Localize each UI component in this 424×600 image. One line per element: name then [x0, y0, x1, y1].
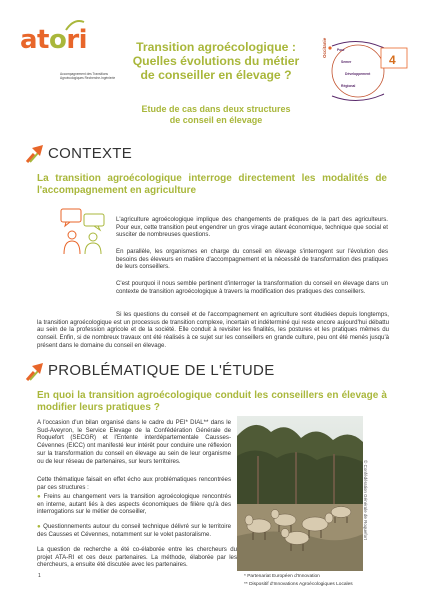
- badge-letter-s: Semer: [341, 60, 352, 64]
- contexte-paragraph-1: L'agriculture agroécologique implique des changements de pratiques de la part des agriculteurs. Pour eux, cette transition peut engendrer un gros virage autant économique, technique que social et susciter de nombreuses questions.: [116, 216, 388, 239]
- contexte-lead: La transition agroécologique interroge directement les modalités de l'accompagnement en agriculture: [37, 173, 387, 196]
- page-number: 1: [38, 573, 41, 579]
- arrow-up-icon: [24, 142, 46, 164]
- badge-number: 4: [389, 53, 396, 67]
- problematique-bullet-1: ● Freins au changement vers la transition agroécologique rencontrés en interne, autant liés à des aspects économiques de filière qu'à des interrogations sur le métier de conseiller,: [37, 493, 231, 516]
- section-title-problematique: PROBLÉMATIQUE DE L'ÉTUDE: [48, 362, 275, 379]
- footnote-dial: ** Dispositif d'Innovations Agroécologiques Locales: [244, 582, 353, 587]
- badge-letter-p: Pour: [337, 48, 345, 52]
- atori-logo: atori: [20, 25, 88, 55]
- badge-letter-r: Régional: [341, 84, 356, 88]
- badge-letter-d: Développement: [345, 72, 371, 76]
- sheep-photo: [237, 416, 363, 571]
- problematique-lead: En quoi la transition agroécologique conduit les conseillers en élevage à modifier leurs pratiques ?: [37, 390, 387, 413]
- problematique-paragraph-1: A l'occasion d'un bilan organisé dans le cadre du PEI* DIAL** dans le Sud-Aveyron, le Service Elevage de la Confédération Générale de Roquefort (SECGR) et l'Entente interdépartementale Causses-Cévennes (EICC) ont manifesté leur intérêt pour conduire une réflexion sur la transformation du conseil en élevage au sein de leur organisme ou de leur réseau de partenaires, sur leurs territoires.: [37, 419, 231, 465]
- problematique-paragraph-2: Cette thématique faisait en effet écho aux problématiques rencontrées par ces structures :: [37, 476, 231, 491]
- badge-region: Occitanie: [322, 37, 327, 58]
- problematique-bullet-2: ● Questionnements autour du conseil technique délivré sur le territoire des Causses et Cévennes, notamment sur le volet pastoralisme.: [37, 523, 231, 538]
- contexte-paragraph-2: En parallèle, les organismes en charge du conseil en élevage s'interrogent sur l'évolution des besoins des éleveurs en matière d'accompagnement et la nécessité de transformation des pratiques de leurs conseillers.: [116, 248, 388, 271]
- bullet-icon: ●: [37, 493, 42, 500]
- page-title: Transition agroécologique : Quelles évolutions du métier de conseiller en élevage ?: [132, 40, 300, 82]
- contexte-paragraph-4: Si les questions du conseil et de l'accompagnement en agriculture sont étudiées depuis longtemps, la transition agroécologique est un processus de transition complexe, incertain et indéterminé qui reste encore aujourd'hui débattu au sein de la profession agricole et de la société. Elle conduit à revisiter les finalités, les postures et les pratiques mêmes du conseil. Enfin, si de nombreux travaux ont été réalisés à ce sujet sur les conseillers en grande culture, peu ont été menés jusqu'à présent dans le domaine du conseil en élevage.: [37, 311, 389, 349]
- problematique-paragraph-3: La question de recherche a été co-élaborée entre les chercheurs du projet ATA-RI et ces deux partenaires. La méthode, élaborée par les chercheurs, a ensuite été discutée avec les partenaires.: [37, 546, 237, 569]
- discussion-icon: [60, 208, 106, 256]
- section-title-contexte: CONTEXTE: [48, 145, 133, 162]
- psdr-badge-icon: [318, 38, 408, 104]
- bullet-icon: ●: [37, 523, 42, 530]
- photo-credit: © Confédération Générale de Roquefort: [363, 460, 368, 540]
- logo-tagline: Accompagnement des Transitions Agroécologiques Recherche-Ingénierie: [60, 72, 116, 80]
- arrow-up-icon-2: [24, 360, 46, 382]
- logo-swoosh-icon: [64, 18, 86, 32]
- footnote-pei: * Partenariat Européen d'Innovation: [244, 574, 320, 579]
- page-subtitle: Etude de cas dans deux structures de conseil en élevage: [141, 104, 291, 125]
- contexte-paragraph-3: C'est pourquoi il nous semble pertinent d'interroger la transformation du conseil en élevage dans un contexte de transition agroécologique à travers la modification des pratiques des conseillers.: [116, 280, 388, 295]
